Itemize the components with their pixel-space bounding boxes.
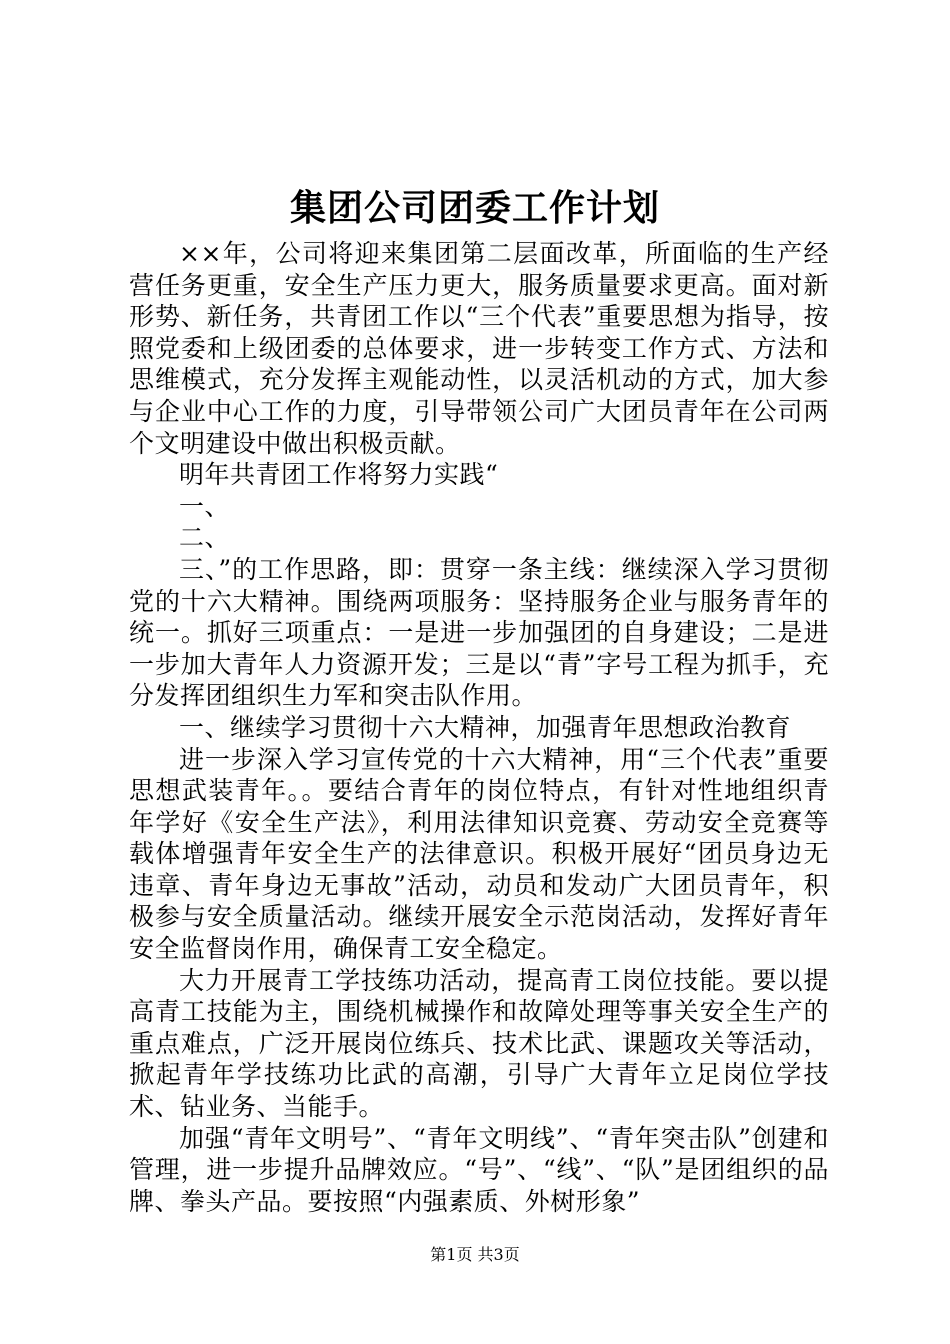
paragraph-study-spirit: 进一步深入学习宣传党的十六大精神，用“三个代表”重要思想武装青年。。要结合青年的岗位特点，有针对性地组织青年学好《安全生产法》，利用法律知识竞赛、劳动安全竞赛等载体增强青年安全生产的法律意识。积极开展好“团员身边无违章、青年身边无事故”活动，动员和发动广大团员青年，积极参与安全质量活动。继续开展安全示范岗活动，发挥好青年安全监督岗作用，确保青工安全稳定。	[129, 744, 829, 964]
page-indicator: 第1页 共3页	[430, 1245, 520, 1264]
document-title: 集团公司团委工作计划	[289, 187, 660, 229]
paragraph-brand: 加强“青年文明号”、“青年文明线”、“青年突击队”创建和管理，进一步提升品牌效应。“号”、“线”、“队”是团组织的品牌、拳头产品。要按照“内强素质、外树形象”	[129, 1123, 829, 1216]
paragraph-skills: 大力开展青工学技练功活动，提高青工岗位技能。要以提高青工技能为主，围绕机械操作和故障处理等事关安全生产的重点难点，广泛开展岗位练兵、技术比武、课题攻关等活动，掀起青年学技练功比武的高潮，引导广大青年立足岗位学技术、钻业务、当能手。	[129, 965, 829, 1122]
paragraph-intro: ××年，公司将迎来集团第二层面改革，所面临的生产经营任务更重，安全生产压力更大，服务质量要求更高。面对新形势、新任务，共青团工作以“三个代表”重要思想为指导，按照党委和上级团委的总体要求，进一步转变工作方式、方法和思维模式，充分发挥主观能动性，以灵活机动的方式，加大参与企业中心工作的力度，引导带领公司广大团员青年在公司两个文明建设中做出积极贡献。	[129, 239, 829, 458]
section-heading-one: 一、继续学习贯彻十六大精神，加强青年思想政治教育	[179, 712, 792, 742]
paragraph-work-approach: 三、”的工作思路，即：贯穿一条主线：继续深入学习贯彻党的十六大精神。围绕两项服务：坚持服务企业与服务青年的统一。抓好三项重点：一是进一步加强团的自身建设；二是进一步加大青年人力资源开发；三是以“青”字号工程为抓手，充分发挥团组织生力军和突击队作用。	[129, 554, 829, 711]
document-body	[129, 238, 829, 1217]
paragraph-practice: 明年共青团工作将努力实践“	[179, 460, 499, 490]
paragraph-item-two: 二、	[179, 523, 231, 553]
paragraph-item-one: 一、	[179, 491, 231, 521]
